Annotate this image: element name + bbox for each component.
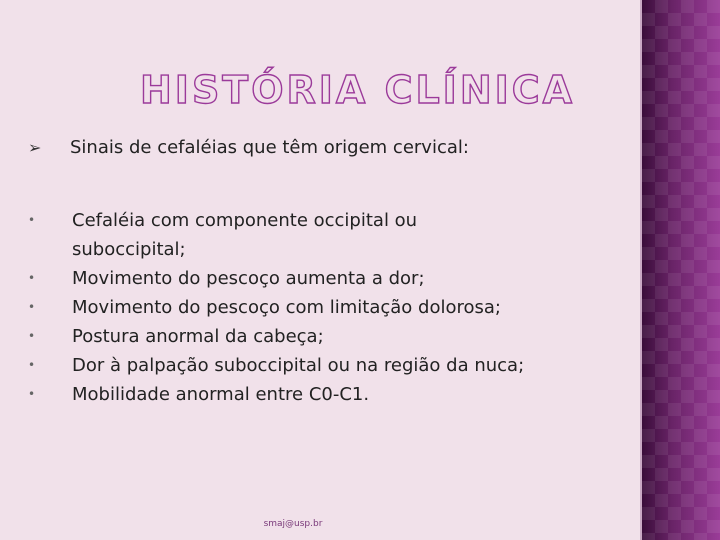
list-item	[28, 322, 638, 351]
slide-title: HISTÓRIA CLÍNICA	[140, 68, 576, 112]
footer-email: smaj@usp.br	[263, 519, 323, 529]
list-item	[28, 206, 638, 264]
list-item	[28, 380, 638, 409]
list-item	[28, 351, 638, 380]
list-item-text: Mobilidade anormal entre C0-C1.	[72, 384, 370, 405]
intro-line	[28, 134, 628, 162]
bullet-icon: •	[28, 271, 36, 285]
symptom-list	[28, 206, 638, 409]
bullet-icon: •	[28, 387, 36, 401]
list-item	[28, 264, 638, 293]
list-item-text: Movimento do pescoço aumenta a dor;	[72, 268, 425, 289]
intro-text: Sinais de cefaléias que têm origem cervical:	[70, 137, 469, 158]
list-item	[28, 293, 638, 322]
list-item-text: suboccipital;	[72, 239, 186, 260]
bullet-icon: •	[28, 213, 36, 227]
bullet-icon: •	[28, 300, 36, 314]
arrow-bullet-icon: ➢	[28, 138, 42, 157]
bullet-icon: •	[28, 358, 36, 372]
list-item-text: Postura anormal da cabeça;	[72, 326, 324, 347]
list-item-text: Movimento do pescoço com limitação dolorosa;	[72, 297, 501, 318]
list-item-text: Dor à palpação suboccipital ou na região da nuca;	[72, 355, 525, 376]
decorative-side-panel	[642, 0, 720, 540]
list-item-text: Cefaléia com componente occipital ou	[72, 210, 418, 231]
bullet-icon: •	[28, 329, 36, 343]
